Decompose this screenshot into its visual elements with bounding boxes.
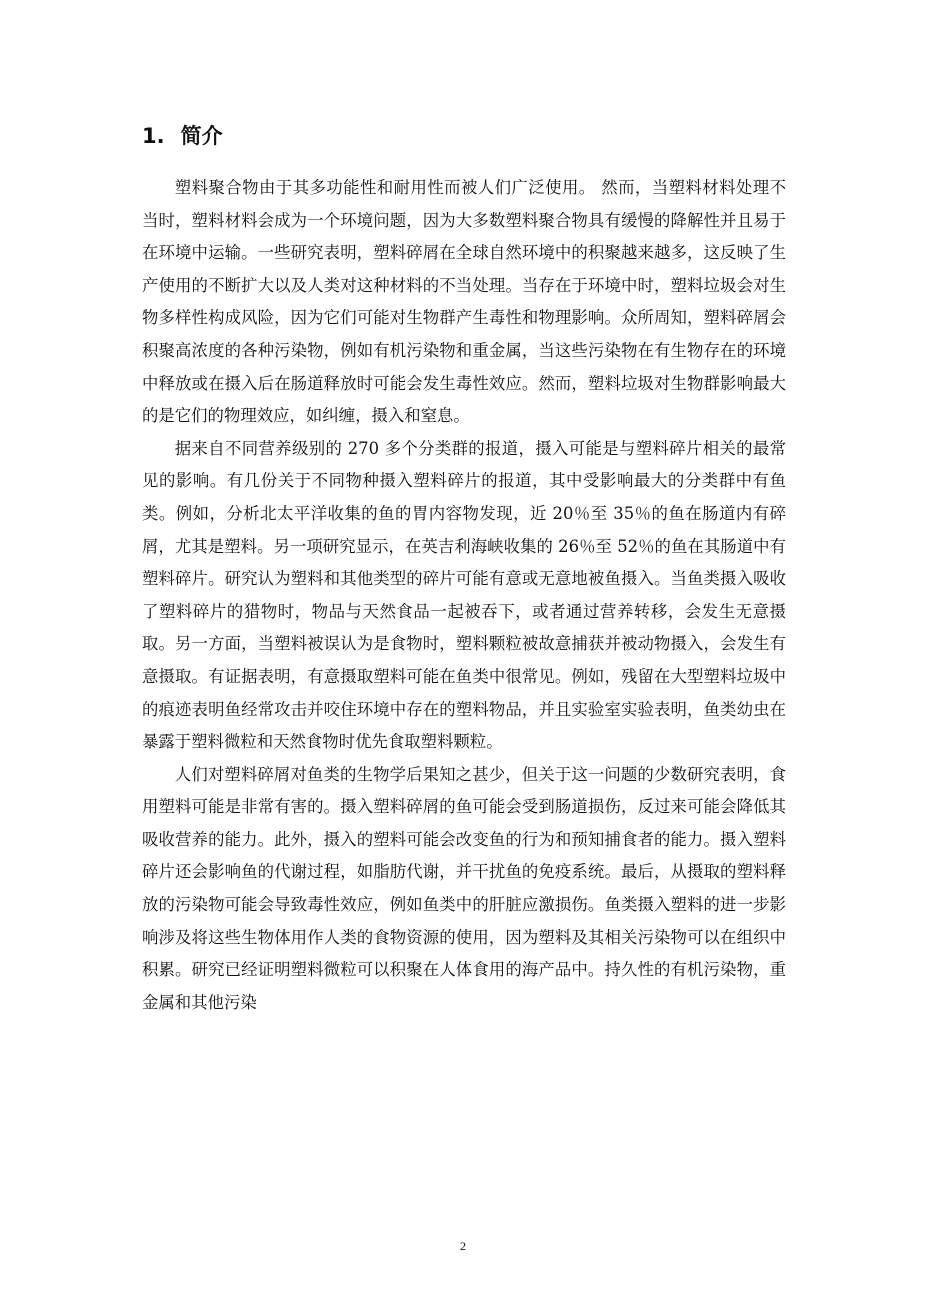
body-text (142, 172, 786, 1019)
section-title: 简介 (180, 124, 223, 148)
page-number: 2 (460, 1239, 466, 1253)
section-heading (142, 120, 223, 152)
section-number: 1. (142, 124, 165, 148)
paragraph: 据来自不同营养级别的 270 多个分类群的报道，摄入可能是与塑料碎片相关的最常见的影响。有几份关于不同物种摄入塑料碎片的报道，其中受影响最大的分类群中有鱼类。例如，分析北太平洋收集的鱼的胃内容物发现，近 20％至 35％的鱼在肠道内有碎屑，尤其是塑料。另一项研究显示，在英吉利海峡收集的 26％至 52％的鱼在其肠道中有塑料碎片。研究认为塑料和其他类型的碎片可能有意或无意地被鱼摄入。当鱼类摄入吸收了塑料碎片的猎物时，物品与天然食品一起被吞下，或者通过营养转移，会发生无意摄取。另一方面，当塑料被误认为是食物时，塑料颗粒被故意捕获并被动物摄入，会发生有意摄取。有证据表明，有意摄取塑料可能在鱼类中很常见。例如，残留在大型塑料垃圾中的痕迹表明鱼经常攻击并咬住环境中存在的塑料物品，并且实验室实验表明，鱼类幼虫在暴露于塑料微粒和天然食物时优先食取塑料颗粒。 (142, 438, 786, 752)
paragraph: 塑料聚合物由于其多功能性和耐用性而被人们广泛使用。 然而，当塑料材料处理不当时，塑料材料会成为一个环境问题，因为大多数塑料聚合物具有缓慢的降解性并且易于在环境中运输。一些研究表明，塑料碎屑在全球自然环境中的积聚越来越多，这反映了生产使用的不断扩大以及人类对这种材料的不当处理。当存在于环境中时，塑料垃圾会对生物多样性构成风险，因为它们可能对生物群产生毒性和物理影响。众所周知，塑料碎屑会积聚高浓度的各种污染物，例如有机污染物和重金属，当这些污染物在有生物存在的环境中释放或在摄入后在肠道释放时可能会发生毒性效应。然而，塑料垃圾对生物群影响最大的是它们的物理效应，如纠缠，摄入和窒息。 (142, 178, 786, 426)
paragraph: 人们对塑料碎屑对鱼类的生物学后果知之甚少，但关于这一问题的少数研究表明，食用塑料可能是非常有害的。摄入塑料碎屑的鱼可能会受到肠道损伤，反过来可能会降低其吸收营养的能力。此外，摄入的塑料可能会改变鱼的行为和预知捕食者的能力。摄入塑料碎片还会影响鱼的代谢过程，如脂肪代谢，并干扰鱼的免疫系统。最后，从摄取的塑料释放的污染物可能会导致毒性效应，例如鱼类中的肝脏应激损伤。鱼类摄入塑料的进一步影响涉及将这些生物体用作人类的食物资源的使用，因为塑料及其相关污染物可以在组织中积累。研究已经证明塑料微粒可以积聚在人体食用的海产品中。持久性的有机污染物，重金属和其他污染 (142, 764, 786, 1012)
